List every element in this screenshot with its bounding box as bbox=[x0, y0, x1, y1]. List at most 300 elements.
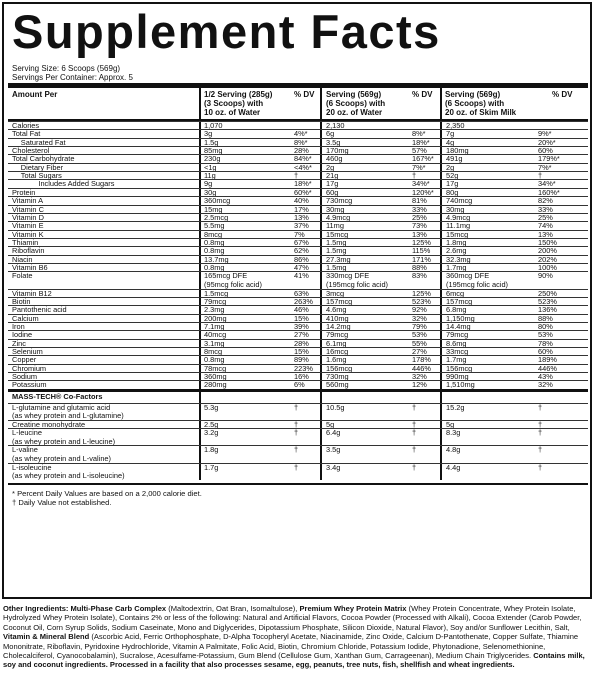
col1-amount: 85mg bbox=[204, 146, 223, 156]
nutrient-row bbox=[8, 372, 588, 380]
nutrient-row bbox=[8, 146, 588, 154]
col3-amount: 180mg bbox=[446, 146, 469, 156]
header-divider bbox=[8, 83, 588, 88]
col2-amount: 2g bbox=[326, 162, 335, 172]
col3-amount: 491g bbox=[446, 154, 463, 164]
nutrient-name: Vitamin C bbox=[12, 204, 44, 214]
col1-amount: 2.5g bbox=[204, 419, 219, 429]
nutrient-name: L-valine (as whey protein and L-valine) bbox=[12, 445, 112, 463]
col3-amount: 1.7mg bbox=[446, 355, 467, 365]
nutrient-row bbox=[8, 322, 588, 330]
col1-dv: 15% bbox=[294, 346, 309, 356]
col3-dv: † bbox=[538, 419, 543, 429]
col3-amount: 2.6mg bbox=[446, 246, 467, 256]
col2-dv: 18%* bbox=[412, 137, 430, 147]
col3-dv: 20%* bbox=[538, 137, 556, 147]
col3-dv: 90% bbox=[538, 271, 553, 281]
col3-dv: † bbox=[538, 428, 543, 438]
col2-amount: 11mg bbox=[326, 221, 344, 231]
col1-dv: † bbox=[294, 419, 299, 429]
nutrient-row bbox=[8, 213, 588, 221]
nutrient-name: Pantothenic acid bbox=[12, 305, 67, 315]
col3-amount: 8.3g bbox=[446, 428, 461, 438]
col3-amount: 4.4g bbox=[446, 462, 461, 472]
col1-amount: 0.8mg bbox=[204, 237, 225, 247]
col2-amount: 1.5mg bbox=[326, 246, 347, 256]
nutrient-name: Thiamin bbox=[12, 237, 39, 247]
col2-dv: 25% bbox=[412, 212, 427, 222]
col2-amount: 3.5g bbox=[326, 137, 341, 147]
col1-dv: 28% bbox=[294, 146, 309, 156]
col3-amount: 4.8g bbox=[446, 445, 461, 455]
nutrient-row bbox=[8, 238, 588, 246]
col1-amount: 165mcg DFE (95mcg folic acid) bbox=[204, 271, 262, 289]
col3-amount: 6mcg bbox=[446, 288, 465, 298]
col2-dv: 523% bbox=[412, 296, 431, 306]
col3-amount: 2,350 bbox=[446, 121, 465, 130]
col3-dv: 60% bbox=[538, 146, 553, 156]
col1-dv: 62% bbox=[294, 246, 309, 256]
col2-dv: 12% bbox=[412, 380, 427, 390]
nutrient-name: L-glutamine and glutamic acid (as whey protein and L-glutamine) bbox=[12, 402, 124, 421]
col2-amount: 60g bbox=[326, 187, 339, 197]
ingredients-bold-segment: Contains milk, soy and coconut ingredients. Processed in a facility that also processes sesame, egg, peanuts, tree nuts, fish, shellfish and wheat ingredients. bbox=[3, 651, 585, 670]
col3-amount: 990mg bbox=[446, 372, 469, 381]
cofactors-title-row bbox=[8, 393, 588, 403]
col2-amount: 30mg bbox=[326, 204, 345, 214]
nutrient-row bbox=[8, 305, 588, 313]
serving-size: Serving Size: 6 Scoops (569g) bbox=[12, 64, 121, 73]
col1-header bbox=[204, 90, 272, 117]
col1-amount: 3.2g bbox=[204, 428, 219, 438]
col3-amount: 6.8mg bbox=[446, 305, 467, 315]
col3-amount: 52g bbox=[446, 171, 459, 181]
col3-dv: 78% bbox=[538, 338, 553, 348]
col3-dv: 80% bbox=[538, 321, 553, 331]
col2-amount: 3.5g bbox=[326, 445, 341, 455]
col2-amount: 157mcg bbox=[326, 296, 353, 306]
col2-amount: 1.6mg bbox=[326, 355, 347, 365]
col3-dv: 82% bbox=[538, 196, 553, 206]
col2-header-line: (6 Scoops) with bbox=[326, 99, 386, 108]
col1-amount: 230g bbox=[204, 154, 221, 164]
col1-amount: 8mcg bbox=[204, 229, 223, 239]
col1-amount: 280mg bbox=[204, 380, 227, 390]
nutrient-name: Total Fat bbox=[12, 129, 41, 139]
nutrient-row bbox=[8, 129, 588, 137]
col3-amount: 4.9mcg bbox=[446, 212, 471, 222]
col3-dv: 25% bbox=[538, 212, 553, 222]
col3-amount: 1,510mg bbox=[446, 380, 475, 390]
col2-amount: 21g bbox=[326, 171, 339, 181]
col2-amount: 3.4g bbox=[326, 462, 341, 472]
col2-dv: 33% bbox=[412, 204, 427, 214]
nutrient-name: Total Sugars bbox=[20, 171, 62, 181]
col2-dv: 178% bbox=[412, 355, 431, 365]
col2-dv: † bbox=[412, 419, 417, 429]
col1-dv: † bbox=[294, 402, 299, 412]
col1-amount: 2.3mg bbox=[204, 305, 225, 315]
col1-amount: 1.5mcg bbox=[204, 288, 229, 298]
col3-amount: 7g bbox=[446, 129, 455, 139]
col1-dv: 27% bbox=[294, 330, 309, 340]
col2-dv: 7%* bbox=[412, 162, 426, 172]
col3-dv: 9%* bbox=[538, 129, 552, 139]
col1-header-line: 1/2 Serving (285g) bbox=[204, 90, 273, 99]
nutrient-row bbox=[8, 154, 588, 162]
footnote: * Percent Daily Values are based on a 2,000 calorie diet. bbox=[12, 488, 202, 498]
col2-dv: 55% bbox=[412, 338, 427, 348]
col2-amount: 410mg bbox=[326, 313, 349, 323]
col2-amount: 1.5mg bbox=[326, 237, 347, 247]
col2-amount: 560mg bbox=[326, 380, 349, 390]
col2-dv: † bbox=[412, 428, 417, 438]
col2-dv: † bbox=[412, 171, 417, 181]
col3-dv: 202% bbox=[538, 254, 557, 264]
nutrient-name: Includes Added Sugars bbox=[38, 179, 115, 189]
col2-dv: 8%* bbox=[412, 129, 426, 139]
col1-dv: 15% bbox=[294, 313, 309, 323]
nutrient-name: Calcium bbox=[12, 313, 39, 323]
col1-dv: 16% bbox=[294, 372, 309, 381]
nutrient-row bbox=[8, 163, 588, 171]
col3-amount: 32.3mg bbox=[446, 254, 471, 264]
nutrient-row bbox=[8, 289, 588, 297]
col3-header bbox=[445, 90, 516, 117]
col2-amount: 330mcg DFE (195mcg folic acid) bbox=[326, 271, 389, 289]
nutrient-name: Vitamin B6 bbox=[12, 262, 48, 272]
col3-amount: 79mcg bbox=[446, 330, 469, 340]
nutrient-name: Cholesterol bbox=[12, 146, 50, 156]
nutrient-name: L-isoleucine (as whey protein and L-isoleucine) bbox=[12, 462, 125, 481]
col1-dv: 223% bbox=[294, 363, 313, 373]
col3-amount: 157mcg bbox=[446, 296, 473, 306]
col1-dv: 13% bbox=[294, 212, 309, 222]
col3-amount: 5g bbox=[446, 419, 455, 429]
nutrient-row bbox=[8, 196, 588, 204]
col2-dv: † bbox=[412, 445, 417, 455]
col2-amount: 6.1mg bbox=[326, 338, 347, 348]
col2-amount: 4.6mg bbox=[326, 305, 347, 315]
nutrient-row bbox=[8, 297, 588, 305]
col2-dv: 53% bbox=[412, 330, 427, 340]
col1-amount: 79mcg bbox=[204, 296, 227, 306]
nutrient-name: L-leucine (as whey protein and L-leucine) bbox=[12, 428, 116, 446]
col1-dv: † bbox=[294, 171, 299, 181]
col3-dv: † bbox=[538, 462, 543, 472]
col3-dv: 100% bbox=[538, 262, 557, 272]
col3-amount: 30mg bbox=[446, 204, 465, 214]
cofactor-row bbox=[8, 403, 588, 420]
col2-amount: 730mcg bbox=[326, 196, 353, 206]
col3-dv: † bbox=[538, 402, 543, 412]
nutrient-name: Riboflavin bbox=[12, 246, 45, 256]
col1-dv: 263% bbox=[294, 296, 313, 306]
col1-dv: <4%* bbox=[294, 162, 312, 172]
ingredients-segment: (Whey Protein Concentrate, Whey Protein Isolate, Hydrolyzed Whey Protein Isolate), Contains 2% or less of the following: Natural and Artificial Flavors, Cocoa Powder (Processed with Alkali), Cocoa Extender (Carob Powder, Coconut Oil, Corn Syrup Solids, Sodium Caseinate, Mono and Diglycerides, Dipotassium Phosphate, Silicon Dioxide, Natural Flavor), Soy and/or Sunflower Lecithin, Salt, bbox=[3, 604, 582, 632]
col2-dv: 88% bbox=[412, 262, 427, 272]
col1-dv: 40% bbox=[294, 196, 309, 206]
col1-dv: 41% bbox=[294, 271, 309, 281]
cofactors-title: MASS-TECH® Co-Factors bbox=[12, 391, 103, 401]
col1-amount: 2.5mcg bbox=[204, 212, 229, 222]
nutrient-name: Vitamin A bbox=[12, 196, 44, 206]
col3-amount: 2g bbox=[446, 162, 455, 172]
col3-dv: † bbox=[538, 171, 543, 181]
col3-amount: 15.2g bbox=[446, 402, 465, 412]
footnote-divider bbox=[8, 483, 588, 485]
nutrient-name: Vitamin D bbox=[12, 212, 44, 222]
cofactor-row bbox=[8, 445, 588, 462]
col1-dv: 67% bbox=[294, 237, 309, 247]
nutrient-name: Niacin bbox=[12, 254, 33, 264]
col1-amount: 7.1mg bbox=[204, 321, 225, 331]
nutrient-name: Chromium bbox=[12, 363, 47, 373]
col1-amount: 360mg bbox=[204, 372, 227, 381]
nutrient-row bbox=[8, 364, 588, 372]
nutrient-name: Total Carbohydrate bbox=[12, 154, 75, 164]
col2-amount: 6.4g bbox=[326, 428, 341, 438]
nutrient-row bbox=[8, 246, 588, 254]
col3-amount: 1.7mg bbox=[446, 262, 467, 272]
col1-amount: 13.7mg bbox=[204, 254, 229, 264]
col1-amount: 1.5g bbox=[204, 137, 219, 147]
col1-dv: 6% bbox=[294, 380, 305, 390]
footnote: † Daily Value not established. bbox=[12, 497, 112, 507]
col1-dv: 4%* bbox=[294, 129, 308, 139]
col1-dv: 17% bbox=[294, 204, 309, 214]
col3-dv: 74% bbox=[538, 221, 553, 231]
col1-amount: 0.8mg bbox=[204, 262, 225, 272]
col3-amount: 740mcg bbox=[446, 196, 473, 206]
supplement-facts-panel bbox=[2, 2, 592, 599]
col3-amount: 11.1mg bbox=[446, 221, 471, 231]
col2-amount: 460g bbox=[326, 154, 343, 164]
amount-per-header: Amount Per bbox=[12, 90, 58, 99]
col3-amount: 80g bbox=[446, 187, 459, 197]
nutrient-name: Vitamin B12 bbox=[12, 288, 52, 298]
col1-amount: 200mg bbox=[204, 313, 227, 323]
col1-dv: 89% bbox=[294, 355, 309, 365]
col1-dv: 28% bbox=[294, 338, 309, 348]
col3-amount: 1.8mg bbox=[446, 237, 467, 247]
col3-dv: 150% bbox=[538, 237, 557, 247]
nutrient-name: Zinc bbox=[12, 338, 26, 348]
col1-amount: 1.7g bbox=[204, 462, 219, 472]
col3-dv: 34%* bbox=[538, 179, 556, 189]
col3-dv: 189% bbox=[538, 355, 557, 365]
col1-header-line: (3 Scoops) with bbox=[204, 99, 264, 108]
col3-amount: 4g bbox=[446, 137, 455, 147]
col2-amount: 15mcg bbox=[326, 229, 349, 239]
col1-dv: 63% bbox=[294, 288, 309, 298]
col2-dv: 446% bbox=[412, 363, 431, 373]
col3-dv: 88% bbox=[538, 313, 553, 323]
nutrient-row bbox=[8, 330, 588, 338]
col2-dv: 32% bbox=[412, 313, 427, 323]
col3-dv: 160%* bbox=[538, 187, 560, 197]
nutrient-name: Vitamin K bbox=[12, 229, 44, 239]
col1-amount: 3.1mg bbox=[204, 338, 225, 348]
col1-amount: 78mcg bbox=[204, 363, 227, 373]
col2-dv: 13% bbox=[412, 229, 427, 239]
col2-dv: 32% bbox=[412, 372, 427, 381]
col1-dv: † bbox=[294, 445, 299, 455]
col1-dv: 39% bbox=[294, 321, 309, 331]
col1-dv: 7% bbox=[294, 229, 305, 239]
col2-dv: 79% bbox=[412, 321, 427, 331]
nutrient-row bbox=[8, 138, 588, 146]
nutrient-name: Selenium bbox=[12, 346, 43, 356]
nutrient-row bbox=[8, 171, 588, 179]
col1-amount: 11g bbox=[204, 171, 216, 181]
col1-amount: <1g bbox=[204, 162, 217, 172]
col2-dv: 34%* bbox=[412, 179, 430, 189]
col2-dv: 171% bbox=[412, 254, 431, 264]
col3-amount: 33mcg bbox=[446, 346, 469, 356]
nutrient-name: Saturated Fat bbox=[20, 137, 66, 147]
col2-amount: 2,130 bbox=[326, 121, 345, 130]
col3-amount: 1,150mg bbox=[446, 313, 475, 323]
col1-amount: 5.3g bbox=[204, 402, 219, 412]
nutrient-row bbox=[8, 355, 588, 363]
col1-amount: 1.8g bbox=[204, 445, 219, 455]
col1-amount: 40mcg bbox=[204, 330, 227, 340]
nutrient-name: Folate bbox=[12, 271, 33, 281]
col1-amount: 8mcg bbox=[204, 346, 223, 356]
col2-amount: 156mcg bbox=[326, 363, 353, 373]
col2-amount: 5g bbox=[326, 419, 335, 429]
col3-dv: 53% bbox=[538, 330, 553, 340]
col1-amount: 3g bbox=[204, 129, 213, 139]
col2-dv: 167%* bbox=[412, 154, 434, 164]
col3-amount: 15mcg bbox=[446, 229, 469, 239]
col2-header-line: Serving (569g) bbox=[326, 90, 382, 99]
col2-header-line: 20 oz. of Water bbox=[326, 108, 383, 117]
col3-dv: 200% bbox=[538, 246, 557, 256]
col3-header-line: 20 oz. of Skim Milk bbox=[445, 108, 517, 117]
nutrient-name: Vitamin E bbox=[12, 221, 44, 231]
nutrient-name: Dietary Fiber bbox=[20, 162, 64, 172]
col2-dv-header: % DV bbox=[412, 90, 433, 99]
col3-dv: 32% bbox=[538, 380, 553, 390]
nutrient-row bbox=[8, 314, 588, 322]
ingredients-bold-segment: Premium Whey Protein Matrix bbox=[299, 604, 409, 613]
col3-amount: 17g bbox=[446, 179, 459, 189]
col1-dv: 46% bbox=[294, 305, 309, 315]
col2-dv: 125% bbox=[412, 288, 431, 298]
col2-dv: 83% bbox=[412, 271, 427, 281]
col1-dv: † bbox=[294, 428, 299, 438]
nutrient-row bbox=[8, 221, 588, 229]
col2-amount: 170mg bbox=[326, 146, 349, 156]
col2-dv: 81% bbox=[412, 196, 427, 206]
col2-amount: 17g bbox=[326, 179, 339, 189]
col1-dv-header: % DV bbox=[294, 90, 315, 99]
cofactor-row bbox=[8, 463, 588, 480]
col2-dv: 57% bbox=[412, 146, 427, 156]
col1-dv: 8%* bbox=[294, 137, 308, 147]
col3-dv: 446% bbox=[538, 363, 557, 373]
col3-dv: 179%* bbox=[538, 154, 560, 164]
nutrient-name: Protein bbox=[12, 187, 36, 197]
nutrient-row bbox=[8, 188, 588, 196]
col2-amount: 1.5mg bbox=[326, 262, 347, 272]
nutrient-name: Copper bbox=[12, 355, 37, 365]
col2-dv: 92% bbox=[412, 305, 427, 315]
col3-dv: † bbox=[538, 445, 543, 455]
col2-dv: 27% bbox=[412, 346, 427, 356]
col2-header bbox=[326, 90, 385, 117]
col2-dv: † bbox=[412, 462, 417, 472]
col1-dv: 47% bbox=[294, 262, 309, 272]
col2-dv: 115% bbox=[412, 246, 431, 256]
col1-amount: 360mcg bbox=[204, 196, 231, 206]
col3-amount: 360mcg DFE (195mcg folic acid) bbox=[446, 271, 509, 289]
cofactor-row bbox=[8, 428, 588, 445]
col3-dv: 13% bbox=[538, 229, 553, 239]
other-ingredients bbox=[3, 604, 593, 670]
nutrient-row bbox=[8, 121, 588, 129]
col3-amount: 14.4mg bbox=[446, 321, 471, 331]
col2-dv: 73% bbox=[412, 221, 427, 231]
col2-amount: 79mcg bbox=[326, 330, 349, 340]
nutrient-row bbox=[8, 347, 588, 355]
col2-amount: 4.9mcg bbox=[326, 212, 351, 222]
col1-dv: 37% bbox=[294, 221, 309, 231]
cofactor-row bbox=[8, 420, 588, 428]
col2-dv: † bbox=[412, 402, 417, 412]
col2-amount: 10.5g bbox=[326, 402, 345, 412]
nutrient-name: Iron bbox=[12, 321, 25, 331]
nutrient-name: Creatine monohydrate bbox=[12, 419, 86, 429]
col1-amount: 15mg bbox=[204, 204, 223, 214]
nutrient-name: Calories bbox=[12, 121, 40, 130]
col3-amount: 8.6mg bbox=[446, 338, 467, 348]
nutrient-name: Biotin bbox=[12, 296, 31, 306]
ingredients-bold-segment: Vitamin & Mineral Blend bbox=[3, 632, 92, 642]
col2-amount: 3mcg bbox=[326, 288, 345, 298]
servings-per-container: Servings Per Container: Approx. 5 bbox=[12, 73, 133, 82]
col1-amount: 0.8mg bbox=[204, 246, 225, 256]
col1-dv: 86% bbox=[294, 254, 309, 264]
col1-amount: 9g bbox=[204, 179, 213, 189]
nutrient-row bbox=[8, 205, 588, 213]
col1-header-line: 10 oz. of Water bbox=[204, 108, 261, 117]
ingredients-segment: (Ascorbic Acid, Ferric Orthophosphate, D-Alpha Tocopheryl Acetate, Niacinamide, Zinc Oxide, Calcium D-Pantothenate, Copper Sulfate, Thiamine Mononitrate, Riboflavin, Pyridoxine Hydrochloride, Vitamin A Palmitate, Folic Acid, Biotin, Chromium Chloride, Potassium Iodide, Phytonadione, Selenomethionine, Cholecalciferol, Cyanocobalamin), Sucralose, Acesulfame-Potassium, Gum Blend (Cellulose Gum, Xanthan Gum, Carrageenan), Medium Chain Triglycerides. bbox=[3, 632, 579, 661]
nutrient-row bbox=[8, 263, 588, 271]
nutrient-row bbox=[8, 271, 588, 288]
col1-dv: 60%* bbox=[294, 187, 312, 197]
col2-amount: 14.2mg bbox=[326, 321, 351, 331]
col3-header-line: Serving (569g) bbox=[445, 90, 501, 99]
col3-dv: 136% bbox=[538, 305, 557, 315]
col3-dv: 250% bbox=[538, 288, 557, 298]
col1-amount: 0.8mg bbox=[204, 355, 225, 365]
col3-dv: 523% bbox=[538, 296, 557, 306]
panel-title: Supplement Facts bbox=[12, 5, 441, 58]
col3-dv: 33% bbox=[538, 204, 553, 214]
nutrient-name: Potassium bbox=[12, 380, 47, 390]
col3-dv: 43% bbox=[538, 372, 553, 381]
col1-dv: 18%* bbox=[294, 179, 312, 189]
col1-amount: 30g bbox=[204, 187, 217, 197]
col1-amount: 5.5mg bbox=[204, 221, 225, 231]
col2-dv: 120%* bbox=[412, 187, 434, 197]
nutrient-row bbox=[8, 255, 588, 263]
nutrient-row bbox=[8, 339, 588, 347]
col3-dv: 60% bbox=[538, 346, 553, 356]
